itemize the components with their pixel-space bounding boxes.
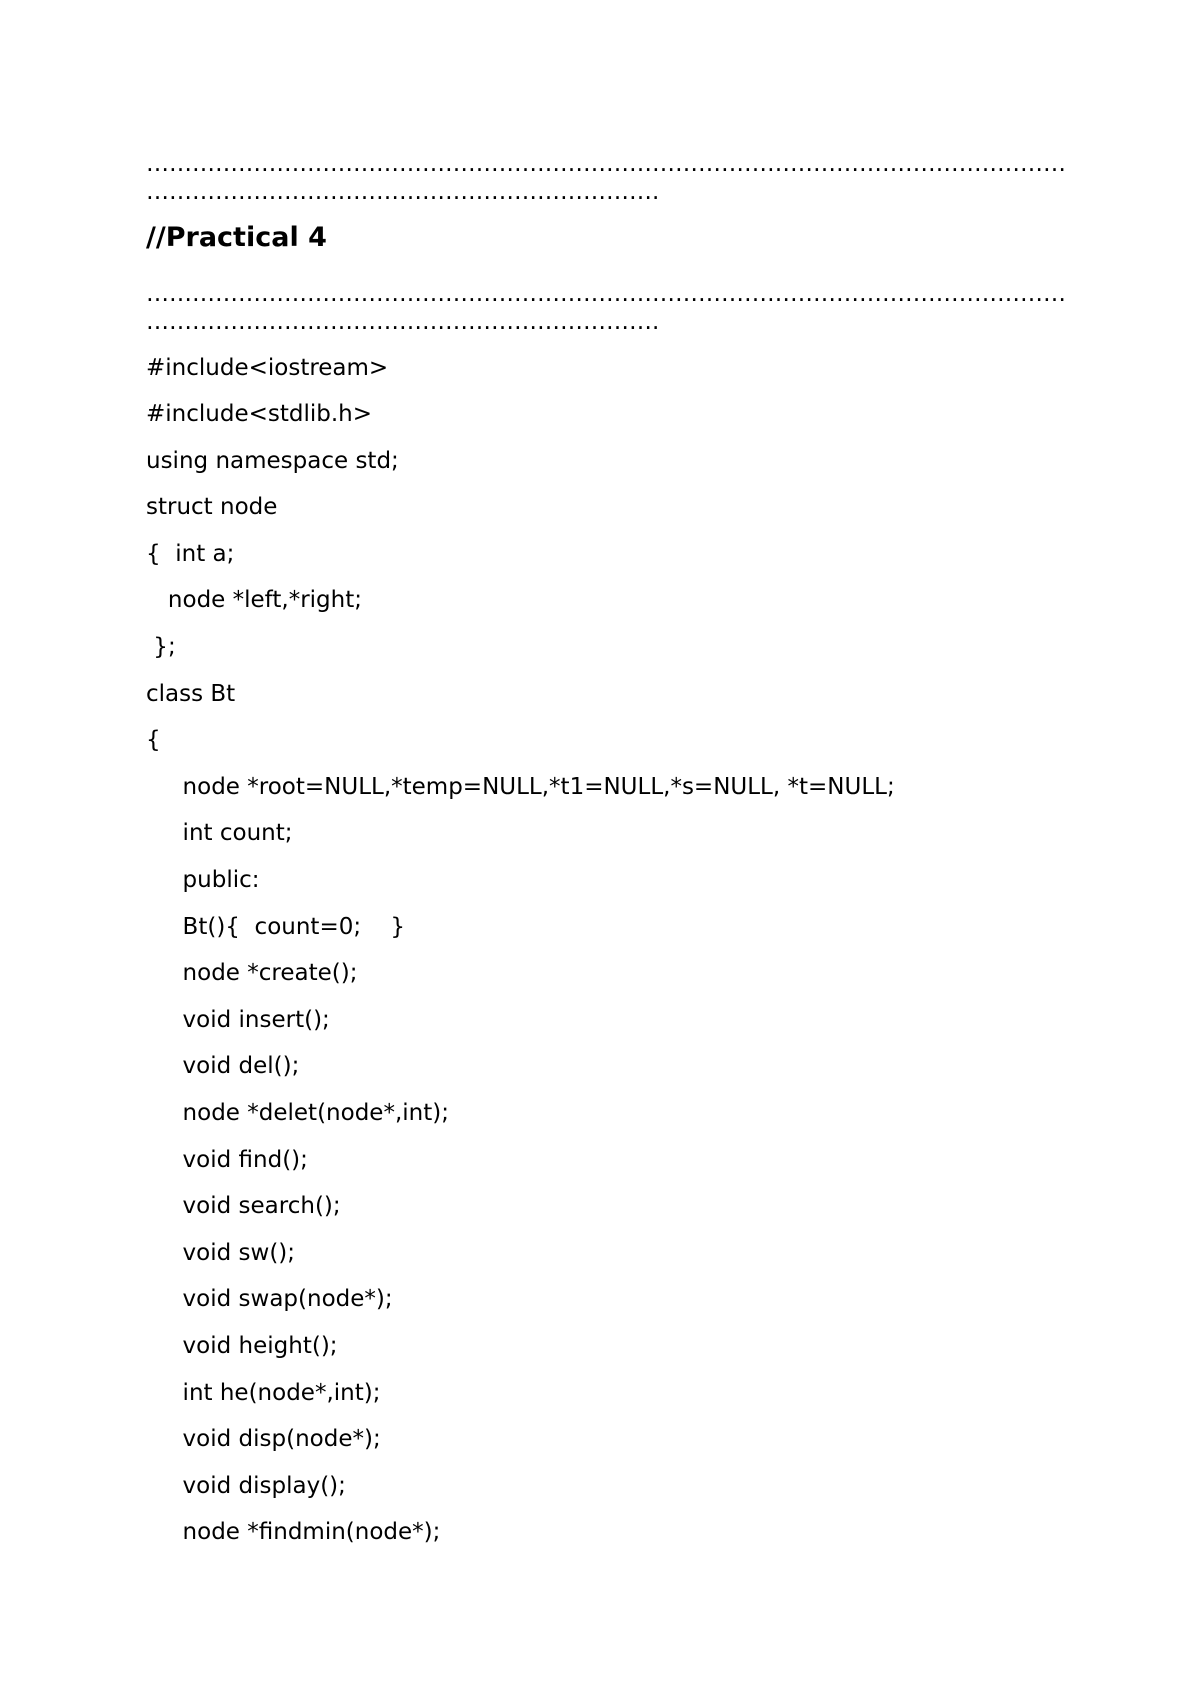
divider-line-3: ………………………………………………………………………………………………………… xyxy=(146,281,1066,307)
code-line: void search(); xyxy=(146,1193,341,1219)
code-line: { int a; xyxy=(146,541,235,567)
code-line: void swap(node*); xyxy=(146,1286,393,1312)
code-line: using namespace std; xyxy=(146,448,399,474)
code-line: void del(); xyxy=(146,1053,300,1079)
divider-line-2: …………………………………………………………. xyxy=(146,179,660,205)
code-line: { xyxy=(146,727,161,753)
code-line: Bt(){ count=0; } xyxy=(146,914,405,940)
code-line: public: xyxy=(146,867,260,893)
code-line: node *delet(node*,int); xyxy=(146,1100,449,1126)
code-line: struct node xyxy=(146,494,278,520)
code-line: void insert(); xyxy=(146,1007,330,1033)
code-line: node *findmin(node*); xyxy=(146,1519,441,1545)
divider-line-1: ………………………………………………………………………………………………………… xyxy=(146,151,1066,177)
code-line: void find(); xyxy=(146,1147,308,1173)
code-line: class Bt xyxy=(146,681,236,707)
page-heading: //Practical 4 xyxy=(146,222,327,253)
code-line: node *left,*right; xyxy=(146,587,362,613)
code-line: node *root=NULL,*temp=NULL,*t1=NULL,*s=NULL, *t=NULL; xyxy=(146,774,895,800)
divider-line-4: …………………………………………………………. xyxy=(146,309,660,335)
code-line: void display(); xyxy=(146,1473,346,1499)
code-line: }; xyxy=(146,634,176,660)
code-line: node *create(); xyxy=(146,960,358,986)
code-line: #include<iostream> xyxy=(146,355,389,381)
code-line: void height(); xyxy=(146,1333,338,1359)
code-line: void sw(); xyxy=(146,1240,296,1266)
code-line: int he(node*,int); xyxy=(146,1380,381,1406)
code-line: #include<stdlib.h> xyxy=(146,401,373,427)
code-line: void disp(node*); xyxy=(146,1426,381,1452)
code-line: int count; xyxy=(146,820,293,846)
